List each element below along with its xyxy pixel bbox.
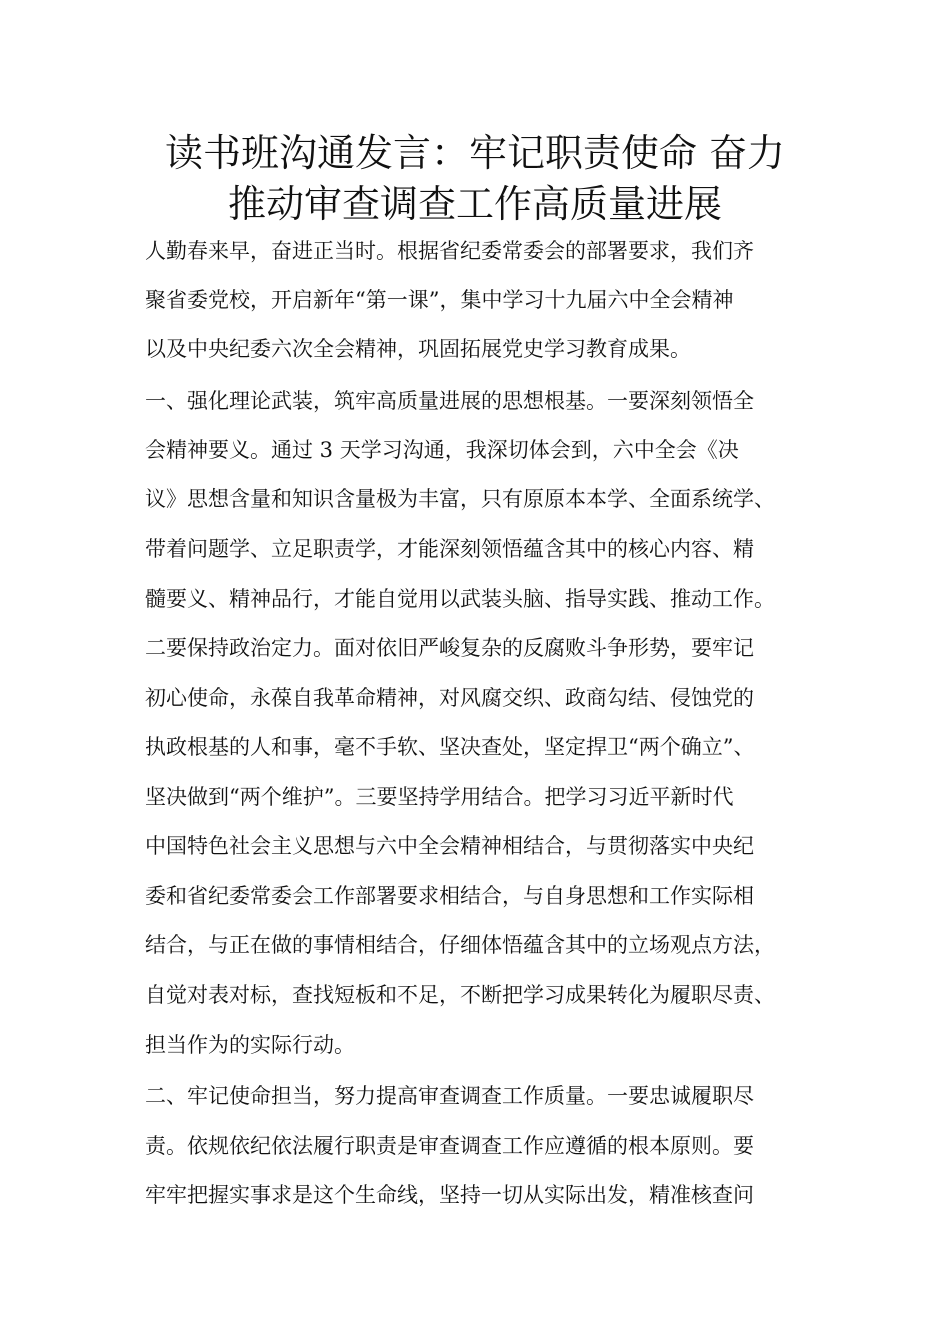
body-line: 一、强化理论武装，筑牢高质量进展的思想根基。一要深刻领悟全: [145, 389, 754, 413]
body-line: 髓要义、精神品行，才能自觉用以武装头脑、指导实践、推动工作。: [145, 587, 775, 611]
document-title-line-1: 读书班沟通发言：牢记职责使命 奋力: [164, 131, 786, 175]
body-line: 责。依规依纪依法履行职责是审查调查工作应遵循的根本原则。要: [145, 1134, 754, 1158]
body-line: 自觉对表对标，查找短板和不足，不断把学习成果转化为履职尽责、: [145, 983, 775, 1007]
body-line: 中国特色社会主义思想与六中全会精神相结合，与贯彻落实中央纪: [145, 834, 754, 858]
body-line: 聚省委党校，开启新年“第一课”，集中学习十九届六中全会精神: [145, 288, 734, 312]
body-line: 初心使命，永葆自我革命精神，对风腐交织、政商勾结、侵蚀党的: [145, 686, 754, 710]
body-line: 以及中央纪委六次全会精神，巩固拓展党史学习教育成果。: [145, 337, 691, 361]
body-line: 委和省纪委常委会工作部署要求相结合，与自身思想和工作实际相: [145, 884, 754, 908]
body-line: 执政根基的人和事，毫不手软、坚决查处，坚定捍卫“两个确立”、: [145, 735, 755, 759]
document-title-line-2: 推动审查调查工作高质量进展: [227, 182, 722, 226]
body-line: 坚决做到“两个维护”。三要坚持学用结合。把学习习近平新时代: [145, 785, 734, 809]
body-line: 二、牢记使命担当，努力提高审查调查工作质量。一要忠诚履职尽: [145, 1084, 754, 1108]
body-line: 牢牢把握实事求是这个生命线，坚持一切从实际出发，精准核查问: [145, 1183, 754, 1207]
body-line: 结合，与正在做的事情相结合，仔细体悟蕴含其中的立场观点方法，: [145, 933, 775, 957]
body-line: 议》思想含量和知识含量极为丰富，只有原原本本学、全面系统学、: [145, 487, 775, 511]
body-line: 担当作为的实际行动。: [145, 1033, 355, 1057]
body-line: 会精神要义。通过 3 天学习沟通，我深切体会到，六中全会《决: [145, 438, 739, 462]
body-line: 带着问题学、立足职责学，才能深刻领悟蕴含其中的核心内容、精: [145, 537, 754, 561]
body-line: 人勤春来早，奋进正当时。根据省纪委常委会的部署要求，我们齐: [145, 239, 754, 263]
body-line: 二要保持政治定力。面对依旧严峻复杂的反腐败斗争形势，要牢记: [145, 636, 754, 660]
